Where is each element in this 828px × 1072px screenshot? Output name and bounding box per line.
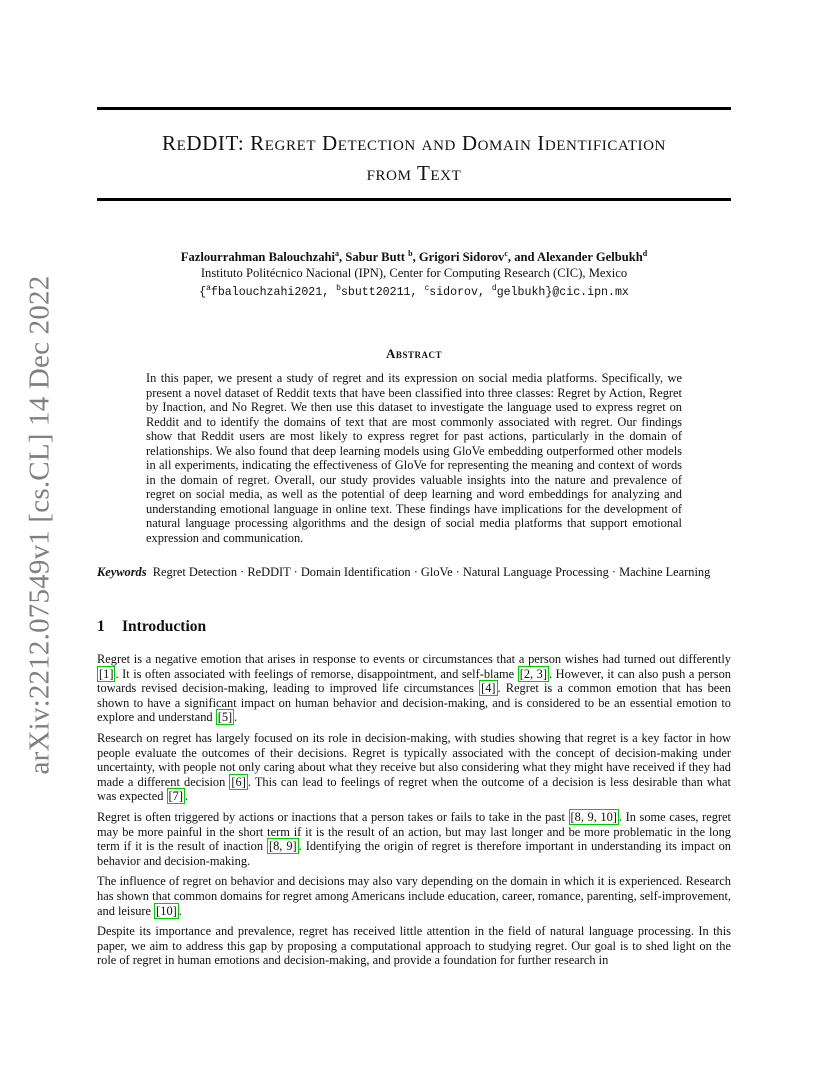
section-heading: [97, 618, 731, 636]
paragraph-text: The influence of regret on behavior and decisions may also vary depending on the domain in which it is experienced. Research has shown that common domains for regret among Americans include education, career, romance, parenting, self-improvement, and leisure: [97, 874, 731, 918]
paragraph-text: .: [178, 903, 182, 918]
author-separator: ,: [412, 250, 419, 265]
section-number: 1: [97, 618, 105, 635]
email-brace: {: [199, 286, 207, 300]
author-affiliation: Instituto Politécnico Nacional (IPN), Center for Computing Research (CIC), Mexico: [200, 266, 628, 281]
citation-link[interactable]: [8, 9, 10]: [570, 809, 617, 824]
paper-title: [97, 128, 731, 188]
keywords-label: Keywords: [97, 565, 147, 579]
author-4-mark: d: [642, 249, 648, 258]
author-separator: ,: [339, 250, 346, 265]
body-text: [97, 652, 731, 974]
author-1: Fazlourrahman Balouchzahi: [180, 250, 336, 265]
title-top-rule: [97, 107, 731, 110]
author-3-mark: c: [504, 249, 508, 258]
paragraph-text: . In some cases, regret may be more painful in the short term if it is the result of an action, but may last longer and be more problematic in the long term if it is the result of inaction: [97, 809, 731, 854]
email-3: sidorov,: [429, 286, 492, 300]
paragraph-text: Despite its importance and prevalence, regret has received little attention in the field of natural language processing. In this paper, we aim to address this gap by proposing a computational approach to studying regret. Our goal is to shed light on the role of regret in human emotions and decision-making, and provide a foundation for further research in: [97, 924, 731, 968]
author-block: [97, 246, 731, 301]
author-1-mark: a: [335, 249, 340, 258]
author-3: Grigori Sidorov: [418, 250, 505, 265]
paragraph-1: [97, 652, 731, 725]
citation-link[interactable]: [1]: [99, 666, 114, 681]
email-2-mark: b: [336, 284, 341, 294]
author-emails: [97, 281, 731, 301]
email-1: fbalouchzahi2021,: [210, 286, 337, 300]
email-4: gelbukh}@cic.ipn.mx: [496, 286, 629, 300]
author-2-mark: b: [408, 249, 413, 258]
title-bottom-rule: [97, 198, 731, 201]
paragraph-text: Regret is a negative emotion that arises in response to events or circumstances that a person wishes had turned out differently: [97, 652, 731, 666]
paragraph-2: [97, 731, 731, 804]
paragraph-text: .: [234, 710, 238, 725]
citation-link[interactable]: [5]: [217, 710, 233, 725]
arxiv-identifier-text: arXiv:2212.07549v1 [cs.CL] 14 Dec 2022: [23, 275, 56, 775]
author-4: Alexander Gelbukh: [536, 250, 643, 265]
author-names: [97, 246, 731, 265]
arxiv-identifier: [18, 275, 62, 775]
abstract-heading: Abstract: [386, 346, 442, 361]
paragraph-text: . It is often associated with feelings of remorse, disappointment, and self-blame: [115, 666, 518, 681]
paragraph-4: [97, 874, 731, 918]
email-2: sbutt20211,: [340, 286, 425, 300]
email-1-mark: a: [206, 284, 211, 294]
paragraph-text: Regret is often triggered by actions or inactions that a person takes or fails to take in the past: [97, 809, 569, 824]
abstract-text: In this paper, we present a study of regret and its expression on social media platforms. Specifically, we present a novel dataset of Reddit texts that have been classified into three classes: Regret by Action, Regret by Inaction, and No Regret. We then use this dataset to investigate the language used to express regret on Reddit and to identify the domains of text that are most commonly associated with regret. Our findings show that Reddit users are most likely to express regret for past actions, particularly in the domain of relationships. We also found that deep learning models using GloVe embedding outperformed other models in all experiments, indicating the effectiveness of GloVe for representing the meaning and context of words in the domain of regret. Overall, our study provides valuable insights into the nature and prevalence of regret on social media, as well as the potential of deep learning and word embeddings for analyzing and understanding emotional language in online text. These findings have implications for the development of natural language processing algorithms and the design of social media platforms that support emotional expression and communication.: [146, 371, 682, 545]
paragraph-text: Research on regret has largely focused on its role in decision-making, with studies showing that regret is a key factor in how people evaluate the outcomes of their decisions. Regret is typically associated with the concept of decision-making under uncertainty, with people not only caring about what they receive but also considering what they might have received if they had made a different decision: [97, 730, 731, 789]
paper-title-line-2: from Text: [366, 161, 462, 185]
paragraph-text: .: [184, 789, 189, 804]
paragraph-5: [97, 924, 731, 968]
email-3-mark: c: [424, 284, 430, 294]
citation-link[interactable]: [6]: [231, 774, 246, 789]
paragraph-text: . This can lead to feelings of regret when the outcome of a decision is less desirable than what was expected: [97, 774, 731, 804]
section-title: Introduction: [122, 618, 207, 635]
citation-link[interactable]: [2, 3]: [519, 666, 547, 681]
keywords-list: Regret Detection · ReDDIT · Domain Identification · GloVe · Natural Language Processing · Machine Learning: [152, 565, 711, 579]
email-4-mark: d: [491, 284, 497, 294]
keywords: [97, 565, 731, 580]
paragraph-text: . Regret is a common emotion that has been shown to have a significant impact on human behavior and decision-making, and is considered to be an essential emotion to explore and understand: [97, 681, 731, 725]
citation-link[interactable]: [4]: [481, 681, 496, 696]
author-separator: , and: [507, 250, 537, 265]
paragraph-3: [97, 810, 731, 868]
paragraph-text: . Identifying the origin of regret is therefore important in understanding its impact on behavior and decision-making.: [97, 839, 731, 868]
citation-link[interactable]: [10]: [156, 903, 177, 918]
author-2: Sabur Butt: [345, 250, 405, 265]
paper-title-line-1: ReDDIT: Regret Detection and Domain Identification: [162, 131, 666, 155]
citation-link[interactable]: [8, 9]: [268, 839, 297, 854]
citation-link[interactable]: [7]: [168, 789, 183, 804]
paragraph-text: . However, it can also push a person towards revised decision-making, leading to improved life circumstances: [97, 666, 731, 696]
